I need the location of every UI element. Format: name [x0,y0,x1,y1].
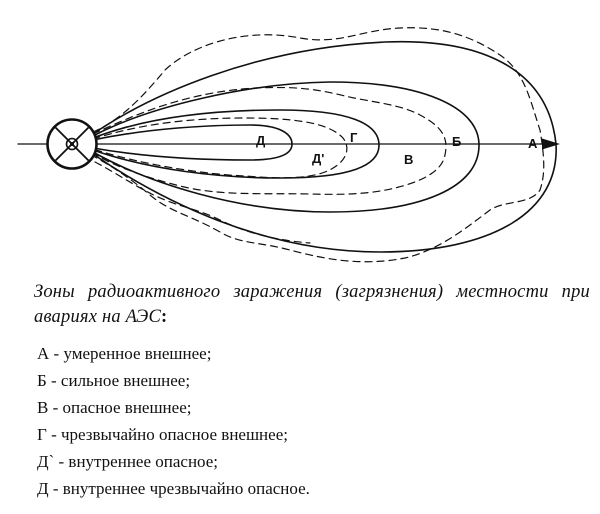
outer-dashed-boundary [93,28,544,262]
caption-text: Зоны радиоактивного заражения (загрязнения) местности при авариях на АЭС [34,282,590,327]
legend-item-d: Д - внутреннее чрезвычайно опасное. [37,479,310,498]
zone-label-v: В [404,152,414,167]
zone-label-g: Г [350,130,358,145]
legend-item-a: А - умеренное внешнее; [37,344,212,363]
zone-label-d: Д [256,133,266,148]
legend-item-d-prime: Д` - внутреннее опасное; [37,452,219,471]
legend-item-b: Б - сильное внешнее; [37,371,191,390]
zone-legend [37,340,310,502]
diagram-caption [34,280,590,330]
zone-label-b: Б [452,134,462,149]
zone-a-boundary [93,42,556,252]
axis-arrowhead [542,139,560,150]
legend-item-g: Г - чрезвычайно опасное внешнее; [37,425,288,444]
reactor-source-icon [48,120,97,169]
legend-item-v: В - опасное внешнее; [37,398,192,417]
zone-d-prime-dashed-boundary [93,118,347,178]
caption-colon: : [161,307,168,327]
zone-label-d-prime: Д' [312,151,325,166]
zone-label-a: А [528,136,538,151]
